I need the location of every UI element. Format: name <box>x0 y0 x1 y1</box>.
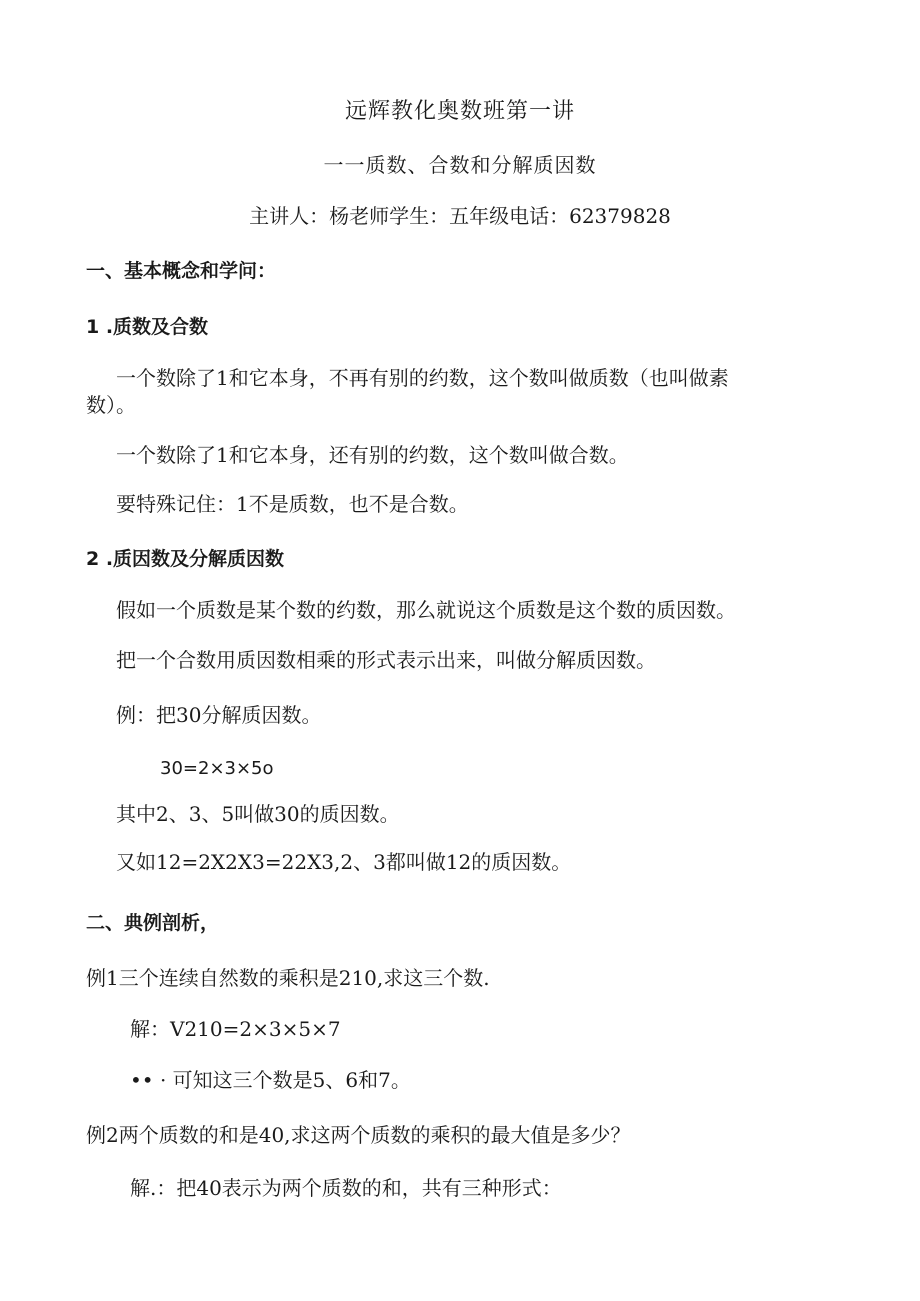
paragraph-prime-definition-line1: 一个数除了1和它本身，不再有别的约数，这个数叫做质数（也叫做素 <box>116 366 729 390</box>
example2-solution-line1: 解.：把40表示为两个质数的和，共有三种形式： <box>130 1176 562 1200</box>
section-heading-basic-concepts: 一、基本概念和学问： <box>86 260 277 282</box>
paragraph-composite-definition: 一个数除了1和它本身，还有别的约数，这个数叫做合数。 <box>116 443 629 467</box>
paragraph-factors-of-30: 其中2、3、5叫做30的质因数。 <box>116 802 400 826</box>
paragraph-prime-factor-definition: 假如一个质数是某个数的约数，那么就说这个质数是这个数的质因数。 <box>116 598 736 622</box>
document-title: 远辉教化奥数班第一讲 <box>344 99 575 124</box>
paragraph-factorization-definition: 把一个合数用质因数相乘的形式表示出来，叫做分解质因数。 <box>116 648 656 672</box>
subsection-heading-primes-composites: 1 .质数及合数 <box>86 316 209 338</box>
paragraph-prime-definition-line2: 数）。 <box>86 393 136 417</box>
paragraph-factors-of-12: 又如12=2X2X3=22X3,2、3都叫做12的质因数。 <box>116 850 572 874</box>
example-formula: 30=2×3×5o <box>160 758 274 779</box>
subsection-heading-prime-factors: 2 .质因数及分解质因数 <box>86 548 285 570</box>
example1-question: 例1三个连续自然数的乘积是210,求这三个数. <box>86 966 490 990</box>
speaker-info: 主讲人：杨老师学生：五年级电话：62379828 <box>249 204 671 228</box>
example1-solution-line1: 解：V210=2×3×5×7 <box>130 1017 341 1041</box>
example1-solution-line2: •• · 可知这三个数是5、6和7。 <box>130 1068 411 1092</box>
paragraph-special-note: 要特殊记住：1不是质数，也不是合数。 <box>116 492 469 516</box>
section-heading-examples: 二、典例剖析， <box>86 912 220 934</box>
example2-question: 例2两个质数的和是40,求这两个质数的乘积的最大值是多少？ <box>86 1123 631 1147</box>
document-subtitle: 一一质数、合数和分解质因数 <box>323 153 597 177</box>
example-label: 例：把30分解质因数。 <box>116 703 322 727</box>
